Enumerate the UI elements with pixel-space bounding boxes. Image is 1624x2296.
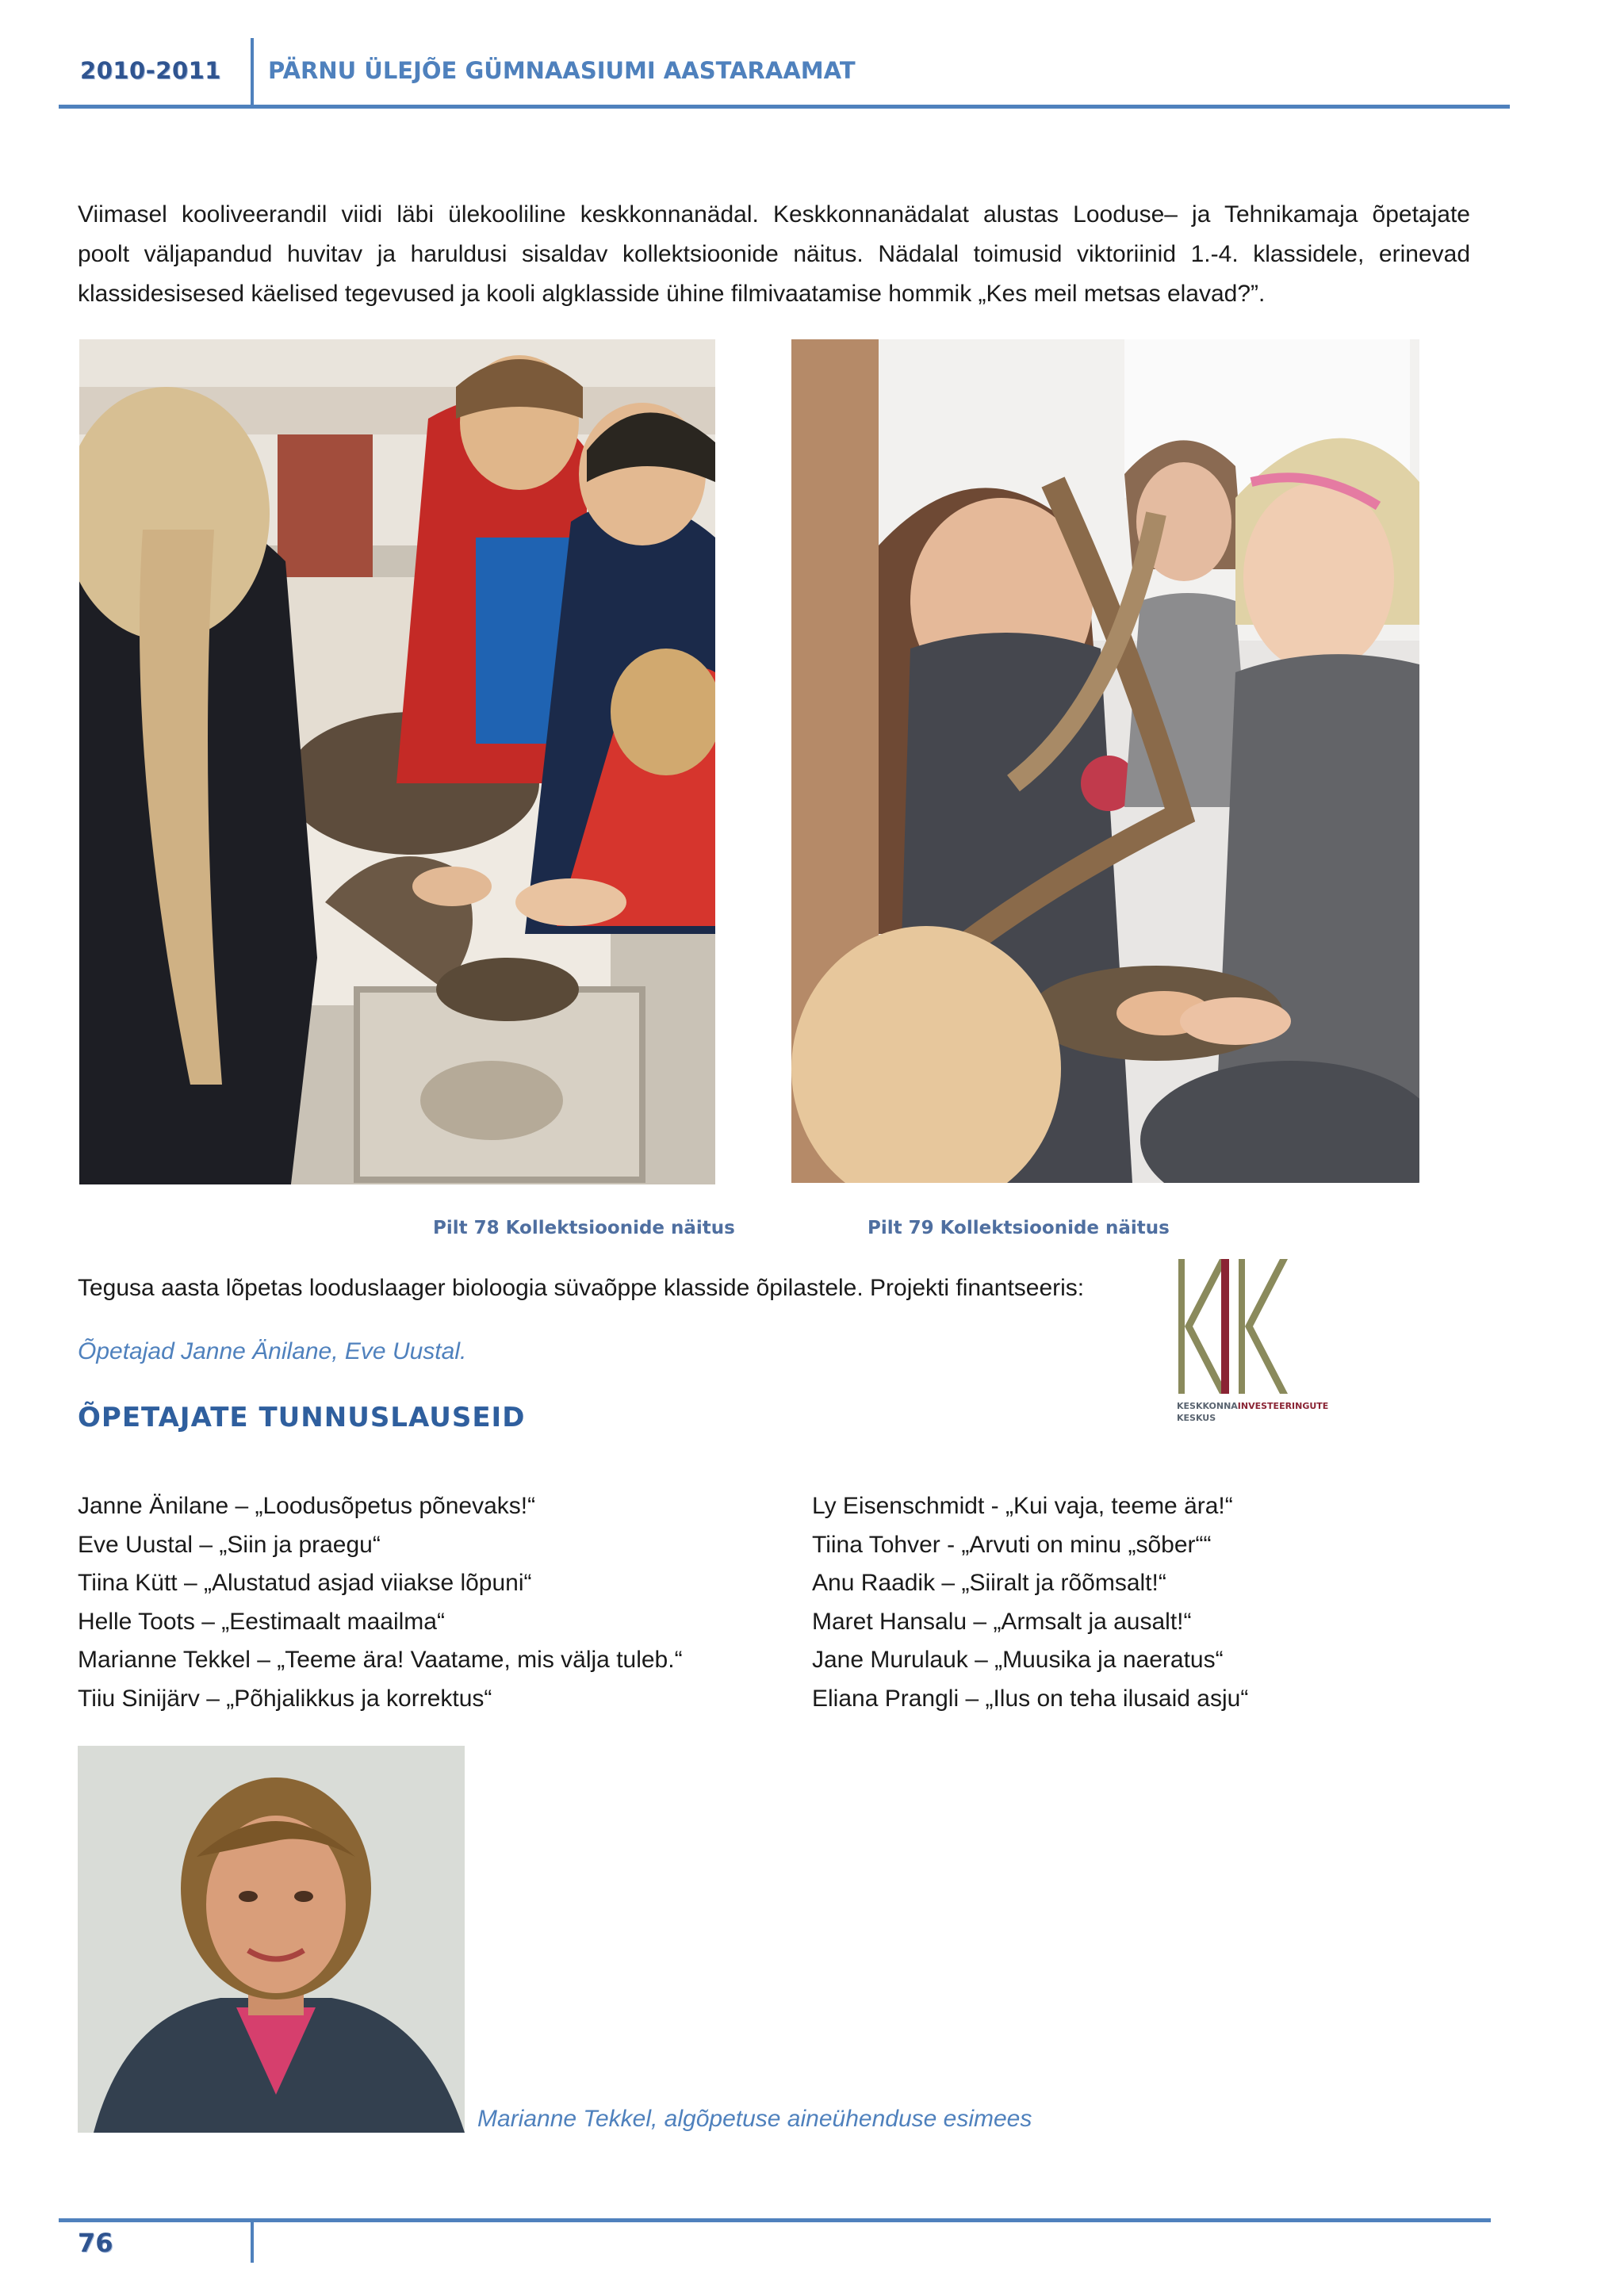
quote-item: Tiina Tohver - „Arvuti on minu „sõber““ bbox=[812, 1531, 1212, 1558]
footer-divider bbox=[251, 2218, 254, 2263]
quote-item: Tiiu Sinijärv – „Põhjalikkus ja korrektus“ bbox=[78, 1685, 492, 1712]
quote-item: Ly Eisenschmidt - „Kui vaja, teeme ära!“ bbox=[812, 1493, 1233, 1519]
logo-text-part2: INVESTEERINGUTE bbox=[1237, 1401, 1329, 1411]
logo-text-part3: KESKUS bbox=[1177, 1413, 1216, 1423]
intro-line-3: klassidesisesed käelised tegevused ja kooli algklasside ühine filmivaatamise hommik „Kes meil metsas elavad?”. bbox=[78, 281, 1266, 307]
photo-caption-79: Pilt 79 Kollektsioonide näitus bbox=[868, 1218, 1170, 1238]
quotes-right-column bbox=[812, 1487, 1248, 1718]
quote-item: Janne Änilane – „Loodusõpetus põnevaks!“ bbox=[78, 1493, 536, 1519]
header-rule bbox=[59, 105, 1510, 109]
quote-item: Anu Raadik – „Siiralt ja rõõmsalt!“ bbox=[812, 1570, 1166, 1596]
quote-item: Marianne Tekkel – „Teeme ära! Vaatame, mis välja tuleb.“ bbox=[78, 1647, 683, 1673]
collection-exhibit-photo-1 bbox=[79, 339, 715, 1184]
kik-logo-text bbox=[1177, 1400, 1367, 1424]
footer-rule bbox=[59, 2218, 1491, 2222]
quote-item: Maret Hansalu – „Armsalt ja ausalt!“ bbox=[812, 1608, 1192, 1635]
quote-item: Tiina Kütt – „Alustatud asjad viiakse lõpuni“ bbox=[78, 1570, 532, 1596]
collection-exhibit-photo-2 bbox=[791, 339, 1419, 1183]
intro-line-2: poolt väljapandud huvitav ja haruldusi sisaldav kollektsioonide näitus. Nädalal toimusid viktoriinid 1.-4. klassidele, erinevad bbox=[78, 241, 1470, 267]
yearbook-title: PÄRNU ÜLEJÕE GÜMNAASIUMI AASTARAAMAT bbox=[268, 57, 856, 84]
portrait-caption: Marianne Tekkel, algõpetuse aineühenduse esimees bbox=[477, 2106, 1032, 2132]
camp-teachers: Õpetajad Janne Änilane, Eve Uustal. bbox=[78, 1338, 467, 1364]
section-heading: ÕPETAJATE TUNNUSLAUSEID bbox=[78, 1402, 526, 1433]
yearbook-year: 2010-2011 bbox=[80, 57, 221, 84]
teacher-portrait-photo bbox=[78, 1746, 465, 2133]
quote-item: Jane Murulauk – „Muusika ja naeratus“ bbox=[812, 1647, 1224, 1673]
quote-item: Helle Toots – „Eestimaalt maailma“ bbox=[78, 1608, 445, 1635]
photo-caption-78: Pilt 78 Kollektsioonide näitus bbox=[433, 1218, 735, 1238]
header-divider bbox=[251, 38, 254, 106]
quote-item: Eliana Prangli – „Ilus on teha ilusaid asju“ bbox=[812, 1685, 1249, 1712]
quotes-left-column bbox=[78, 1487, 683, 1718]
logo-text-part1: KESKKONNA bbox=[1177, 1401, 1238, 1411]
intro-line-1: Viimasel kooliveerandil viidi läbi ülekooliline keskkonnanädal. Keskkonnanädalat alustas Looduse– ja Tehnikamaja õpetajate bbox=[78, 201, 1470, 228]
quote-item: Eve Uustal – „Siin ja praegu“ bbox=[78, 1531, 381, 1558]
intro-paragraph bbox=[78, 195, 1470, 314]
page-number: 76 bbox=[78, 2228, 113, 2258]
camp-paragraph: Tegusa aasta lõpetas looduslaager bioloogia süvaõppe klasside õpilastele. Projekti finantseeris: bbox=[78, 1275, 1085, 1301]
